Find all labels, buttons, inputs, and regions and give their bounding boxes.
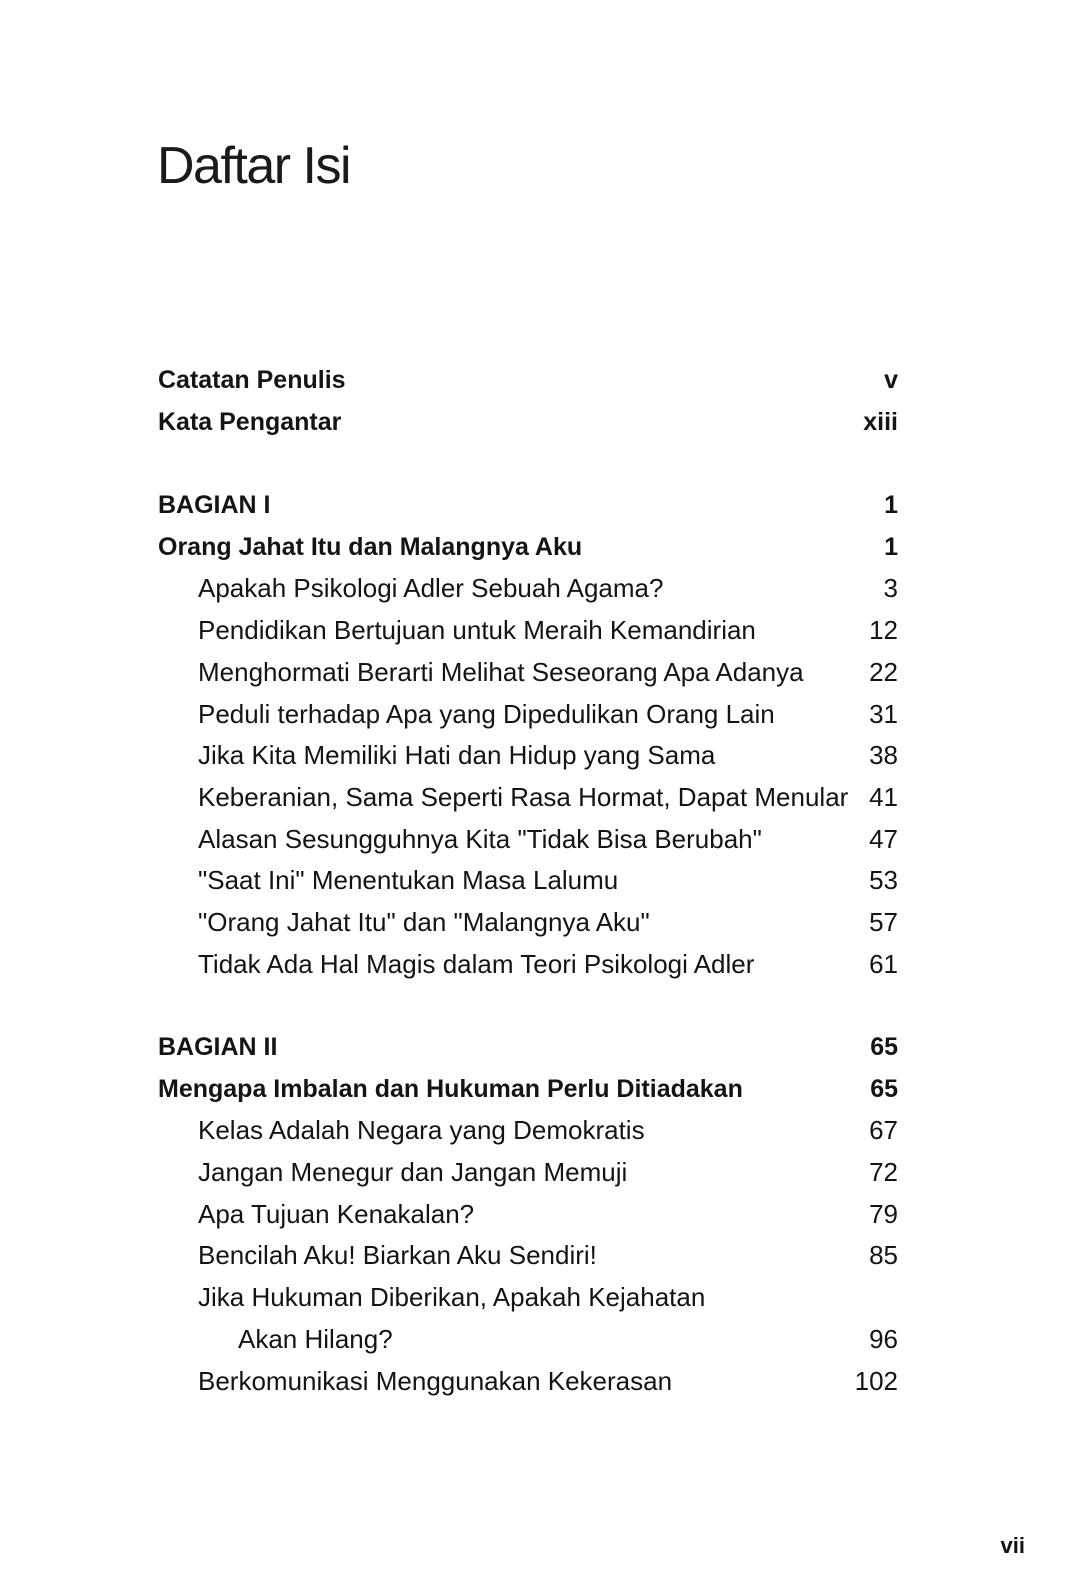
toc-entry-label: Kata Pengantar [158,407,342,436]
toc-entry-label: Catatan Penulis [158,366,346,394]
chapter-label: Orang Jahat Itu dan Malangnya Aku [158,532,583,561]
toc-entry-page: 102 [854,1365,898,1396]
toc-entry-page: 57 [869,906,898,937]
toc-entry-front[interactable] [158,360,898,402]
toc-part-heading[interactable] [158,485,898,527]
toc-entry-page: 72 [869,1157,898,1188]
toc-entry-label: Jika Kita Memiliki Hati dan Hidup yang Sama [198,740,716,771]
toc-entry[interactable] [158,902,898,944]
toc-chapter-title[interactable] [158,1069,898,1111]
toc-entry[interactable] [158,1235,898,1277]
chapter-page: 65 [870,1074,898,1103]
toc-entry-page: 12 [869,615,898,646]
toc-entry-page: 61 [869,948,898,979]
chapter-page: 1 [884,532,898,561]
toc-entry-label: Keberanian, Sama Seperti Rasa Hormat, Dapat Menular [198,781,849,812]
toc-entry-label: "Orang Jahat Itu" dan "Malangnya Aku" [198,906,650,937]
toc-chapter-title[interactable] [158,527,898,569]
part-label: BAGIAN II [158,1033,278,1061]
part-page: 1 [884,491,898,520]
toc-entry[interactable] [158,777,898,819]
toc-entry-page: xiii [863,407,898,436]
toc-entry[interactable] [158,735,898,777]
toc-entry[interactable] [158,944,898,986]
toc-entry-label: Bencilah Aku! Biarkan Aku Sendiri! [198,1240,597,1271]
toc-entry[interactable] [158,1152,898,1194]
toc-entry-page: 31 [869,698,898,729]
toc-entry-page: 96 [869,1323,898,1354]
toc-entry[interactable] [158,1194,898,1236]
chapter-label: Mengapa Imbalan dan Hukuman Perlu Ditiadakan [158,1074,743,1103]
page-number: vii [1000,1533,1025,1558]
toc-entry-page: 38 [869,740,898,771]
toc-entry-page: v [884,366,898,394]
toc-entry-label: Akan Hilang? [238,1323,393,1354]
toc-entry-page: 41 [869,781,898,812]
toc-entry-label: Jika Hukuman Diberikan, Apakah Kejahatan [198,1282,706,1313]
toc-entry-page: 85 [869,1240,898,1271]
toc-entry-page: 53 [869,865,898,896]
toc-entry[interactable] [158,610,898,652]
toc-entry-label: Menghormati Berarti Melihat Seseorang Apa Adanya [198,656,804,687]
toc-entry-continuation[interactable] [158,1319,898,1361]
toc-part-heading[interactable] [158,1027,898,1069]
page-title: Daftar Isi [157,137,351,195]
toc-entry-label: Tidak Ada Hal Magis dalam Teori Psikologi Adler [198,948,755,979]
toc-entry-label: Apa Tujuan Kenakalan? [198,1198,475,1229]
toc-entry-page: 79 [869,1198,898,1229]
toc-entry[interactable] [158,860,898,902]
part-label: BAGIAN I [158,491,271,520]
toc-entry-label: Jangan Menegur dan Jangan Memuji [198,1157,628,1188]
table-of-contents [158,360,898,1402]
toc-entry[interactable] [158,1361,898,1403]
toc-entry-page: 47 [869,823,898,854]
section-gap [158,443,898,485]
toc-entry[interactable] [158,1110,898,1152]
toc-entry[interactable] [158,1277,898,1319]
toc-entry-label: Alasan Sesungguhnya Kita "Tidak Bisa Berubah" [198,823,762,854]
toc-entry-front[interactable] [158,402,898,444]
toc-entry[interactable] [158,694,898,736]
section-gap [158,985,898,1027]
toc-entry-page: 3 [883,573,898,604]
toc-entry[interactable] [158,819,898,861]
part-page: 65 [870,1033,898,1061]
toc-entry-label: Berkomunikasi Menggunakan Kekerasan [198,1365,673,1396]
toc-entry-page: 22 [869,656,898,687]
toc-entry-label: Apakah Psikologi Adler Sebuah Agama? [198,573,664,604]
toc-entry-page: 67 [869,1115,898,1146]
toc-entry-label: Peduli terhadap Apa yang Dipedulikan Orang Lain [198,698,775,729]
toc-entry-label: "Saat Ini" Menentukan Masa Lalumu [198,865,619,896]
toc-entry-label: Pendidikan Bertujuan untuk Meraih Kemandirian [198,615,756,646]
toc-entry-label: Kelas Adalah Negara yang Demokratis [198,1115,645,1146]
toc-entry[interactable] [158,652,898,694]
toc-entry[interactable] [158,568,898,610]
